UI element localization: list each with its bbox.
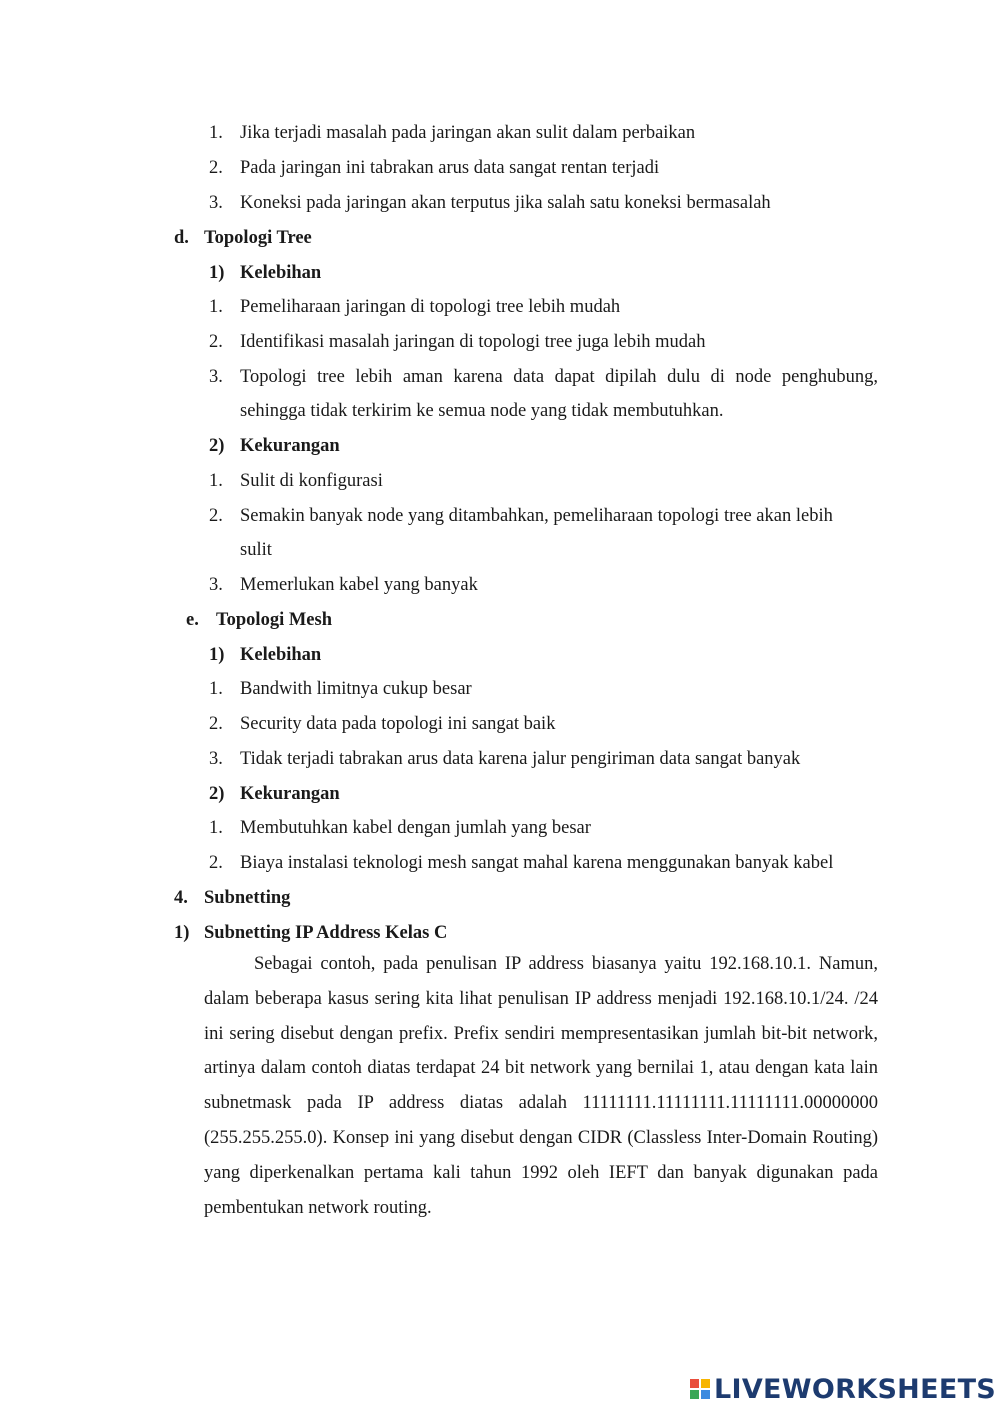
list-number: 3. [209, 575, 223, 595]
section-letter: e. [186, 610, 199, 630]
section-letter: d. [174, 228, 189, 248]
subsection-number: 2) [209, 784, 225, 804]
list-number: 2. [209, 158, 223, 178]
section-heading: Topologi Tree [204, 228, 312, 248]
list-number: 1. [209, 123, 223, 143]
list-number: 2. [209, 506, 223, 526]
section-number: 4. [174, 888, 188, 908]
subsection-heading: Kekurangan [240, 784, 340, 804]
logo-square [690, 1390, 699, 1399]
logo-mark-icon [690, 1379, 710, 1399]
logo-text: LIVEWORKSHEETS [714, 1373, 997, 1405]
list-item: Jika terjadi masalah pada jaringan akan sulit dalam perbaikan [240, 123, 696, 143]
logo-square [701, 1390, 710, 1399]
section-heading: Subnetting [204, 888, 291, 908]
list-item: Pada jaringan ini tabrakan arus data sangat rentan terjadi [240, 158, 660, 178]
liveworksheets-logo [690, 1372, 996, 1406]
list-item-continuation: sehingga tidak terkirim ke semua node yang tidak membutuhkan. [240, 401, 724, 421]
list-item: Pemeliharaan jaringan di topologi tree lebih mudah [240, 297, 621, 317]
list-item: Bandwith limitnya cukup besar [240, 679, 472, 699]
logo-square [701, 1379, 710, 1388]
body-paragraph: Sebagai contoh, pada penulisan IP address biasanya yaitu 192.168.10.1. Namun, dalam beberapa kasus sering kita lihat penulisan IP address menjadi 192.168.10.1/24. /24 ini sering disebut dengan prefix. Prefix sendiri mempresentasikan jumlah bit-bit network, artinya dalam contoh diatas terdapat 24 bit network yang bernilai 1, atau dengan kata lain subnetmask pada IP address diatas adalah 11111111.11111111.11111111.00000000 (255.255.255.0). Konsep ini yang disebut dengan CIDR (Classless Inter-Domain Routing) yang diperkenalkan pertama kali tahun 1992 oleh IEFT dan banyak digunakan pada pembentukan network routing. [204, 954, 878, 1218]
list-item: Biaya instalasi teknologi mesh sangat mahal karena menggunakan banyak kabel [240, 853, 834, 873]
list-item: Membutuhkan kabel dengan jumlah yang besar [240, 818, 591, 838]
section-heading: Topologi Mesh [216, 610, 332, 630]
list-number: 1. [209, 471, 223, 491]
subsection-heading: Subnetting IP Address Kelas C [204, 923, 448, 943]
list-item: Koneksi pada jaringan akan terputus jika salah satu koneksi bermasalah [240, 193, 771, 213]
subsection-heading: Kelebihan [240, 645, 322, 665]
list-item: Tidak terjadi tabrakan arus data karena jalur pengiriman data sangat banyak [240, 749, 801, 769]
list-item-continuation: sulit [240, 540, 272, 560]
subsection-number: 1) [209, 263, 225, 283]
list-number: 1. [209, 297, 223, 317]
list-number: 2. [209, 332, 223, 352]
list-item: Semakin banyak node yang ditambahkan, pemeliharaan topologi tree akan lebih [240, 506, 833, 526]
subsection-heading: Kekurangan [240, 436, 340, 456]
list-item: Topologi tree lebih aman karena data dapat dipilah dulu di node penghubung, [240, 367, 878, 387]
list-item: Identifikasi masalah jaringan di topologi tree juga lebih mudah [240, 332, 706, 352]
list-item: Sulit di konfigurasi [240, 471, 383, 491]
logo-square [690, 1379, 699, 1388]
list-number: 2. [209, 853, 223, 873]
list-number: 1. [209, 818, 223, 838]
list-number: 2. [209, 714, 223, 734]
list-number: 1. [209, 679, 223, 699]
list-number: 3. [209, 193, 223, 213]
list-item: Memerlukan kabel yang banyak [240, 575, 478, 595]
list-item: Security data pada topologi ini sangat baik [240, 714, 556, 734]
list-number: 3. [209, 749, 223, 769]
subsection-number: 1) [174, 923, 190, 943]
subsection-heading: Kelebihan [240, 263, 322, 283]
subsection-number: 2) [209, 436, 225, 456]
list-number: 3. [209, 367, 223, 387]
subsection-number: 1) [209, 645, 225, 665]
